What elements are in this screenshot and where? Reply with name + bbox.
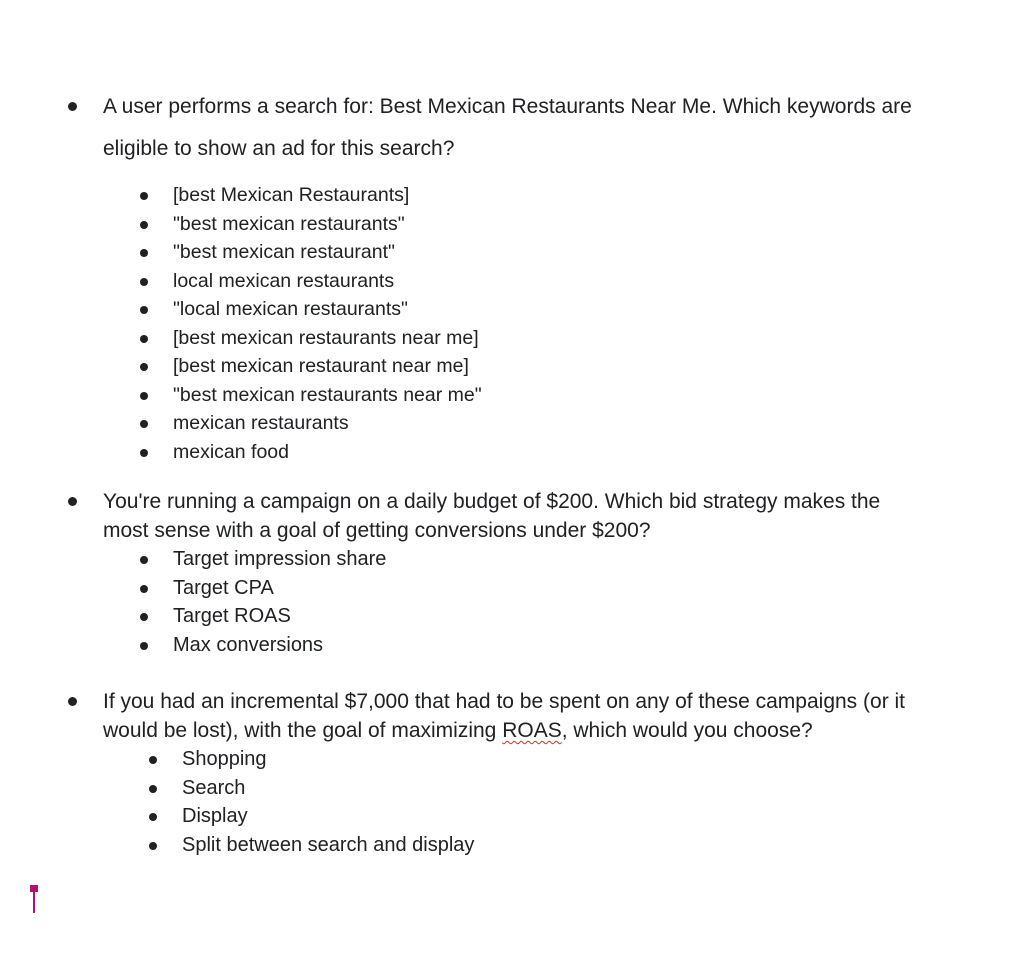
spellcheck-flagged-word[interactable]: ROAS xyxy=(502,719,562,742)
list-item[interactable]: Split between search and display xyxy=(0,831,1011,860)
list-item[interactable]: [best mexican restaurants near me] xyxy=(0,324,1011,353)
question-3 xyxy=(0,687,1011,859)
question-bullet xyxy=(68,487,80,499)
question-3-text[interactable] xyxy=(103,690,905,742)
question-2-options xyxy=(0,545,1011,659)
question-bullet xyxy=(68,86,80,98)
option-bullet xyxy=(140,335,148,343)
list-item[interactable]: Target impression share xyxy=(0,545,1011,574)
question-3-options xyxy=(0,745,1011,859)
option-bullet xyxy=(149,813,157,821)
option-bullet xyxy=(140,278,148,286)
list-item[interactable]: mexican food xyxy=(0,438,1011,467)
option-bullet xyxy=(140,249,148,257)
option-bullet xyxy=(140,306,148,314)
question-1-text[interactable]: A user performs a search for: Best Mexican Restaurants Near Me. Which keywords are eligible to show an ad for this search? xyxy=(103,95,912,160)
text-cursor-icon xyxy=(30,885,38,913)
list-item[interactable]: Shopping xyxy=(0,745,1011,774)
question-2-text[interactable]: You're running a campaign on a daily budget of $200. Which bid strategy makes the most sense with a goal of getting conversions under $200? xyxy=(103,490,881,542)
list-item[interactable]: Max conversions xyxy=(0,631,1011,660)
list-item[interactable]: [best Mexican Restaurants] xyxy=(0,181,1011,210)
cursor-stem xyxy=(33,885,35,913)
option-bullet xyxy=(140,449,148,457)
question-1-options xyxy=(0,181,1011,466)
question-2 xyxy=(0,487,1011,659)
question-2-row xyxy=(0,487,1011,545)
option-bullet xyxy=(149,842,157,850)
option-bullet xyxy=(140,363,148,371)
list-item[interactable]: Target CPA xyxy=(0,574,1011,603)
option-bullet xyxy=(149,756,157,764)
question-bullet xyxy=(68,687,80,699)
list-item[interactable]: local mexican restaurants xyxy=(0,267,1011,296)
option-bullet xyxy=(140,613,148,621)
option-bullet xyxy=(140,221,148,229)
option-bullet xyxy=(140,420,148,428)
option-bullet xyxy=(140,642,148,650)
option-bullet xyxy=(149,785,157,793)
list-item[interactable]: mexican restaurants xyxy=(0,409,1011,438)
list-item[interactable]: "best mexican restaurants near me" xyxy=(0,381,1011,410)
question-3-text-before: If you had an incremental $7,000 that had to be spent on any of these campaigns (or it would be lost), with the goal of maximizing xyxy=(103,690,906,742)
question-1-row xyxy=(0,86,1011,170)
question-3-row xyxy=(0,687,1011,745)
question-3-text-after: , which would you choose? xyxy=(561,719,813,742)
list-item[interactable]: Search xyxy=(0,774,1011,803)
list-item[interactable]: "local mexican restaurants" xyxy=(0,295,1011,324)
list-item[interactable]: [best mexican restaurant near me] xyxy=(0,352,1011,381)
list-item[interactable]: Display xyxy=(0,802,1011,831)
option-bullet xyxy=(140,556,148,564)
list-item[interactable]: "best mexican restaurants" xyxy=(0,210,1011,239)
option-bullet xyxy=(140,585,148,593)
question-1 xyxy=(0,86,1011,466)
list-item[interactable]: Target ROAS xyxy=(0,602,1011,631)
option-bullet xyxy=(140,192,148,200)
list-item[interactable]: "best mexican restaurant" xyxy=(0,238,1011,267)
option-bullet xyxy=(140,392,148,400)
